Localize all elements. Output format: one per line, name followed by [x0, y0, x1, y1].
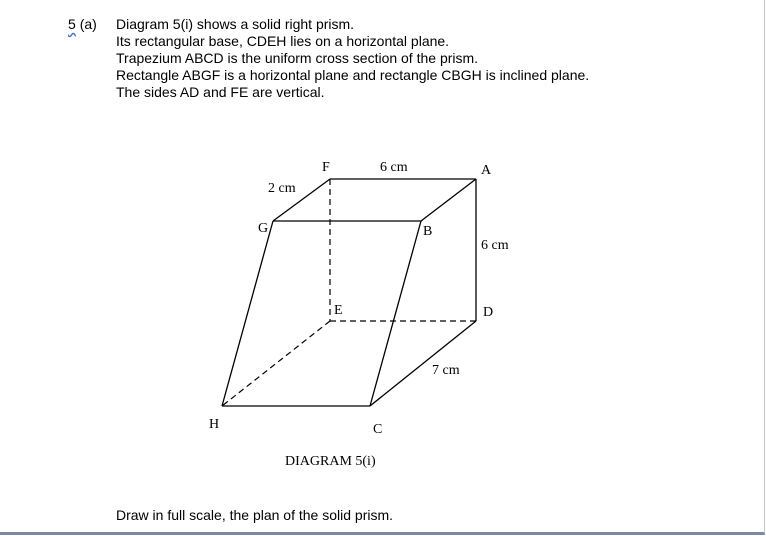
diagram-caption: DIAGRAM 5(i) — [285, 454, 376, 469]
edge-dc — [370, 321, 476, 406]
edge-bc — [370, 221, 421, 406]
measure-fa: 6 cm — [380, 160, 408, 175]
vertex-label-c: C — [373, 422, 383, 437]
instruction-text: Draw in full scale, the plan of the solid prism. — [116, 507, 394, 523]
question-line-2: Its rectangular base, CDEH lies on a horizontal plane. — [116, 33, 450, 49]
vertex-label-a: A — [481, 163, 492, 178]
vertex-label-h: H — [209, 417, 220, 432]
edge-eh — [222, 321, 330, 406]
vertex-label-b: B — [423, 224, 433, 239]
question-part: (a) — [79, 16, 97, 32]
question-line-3: Trapezium ABCD is the uniform cross section of the prism. — [116, 50, 479, 66]
measure-ad: 6 cm — [481, 238, 509, 253]
edge-hg — [222, 221, 273, 406]
vertex-label-f: F — [322, 160, 330, 175]
edge-ba — [421, 179, 476, 221]
vertex-label-g: G — [258, 221, 269, 236]
question-line-5: The sides AD and FE are vertical. — [116, 84, 325, 100]
measure-dc: 7 cm — [432, 363, 460, 378]
question-number-value: 5 — [68, 16, 76, 32]
question-line-1: Diagram 5(i) shows a solid right prism. — [116, 16, 355, 32]
vertex-label-e: E — [334, 303, 343, 318]
vertex-label-d: D — [483, 305, 494, 320]
question-line-4: Rectangle ABGF is a horizontal plane and rectangle CBGH is inclined plane. — [116, 67, 590, 83]
measure-gf: 2 cm — [268, 181, 296, 196]
